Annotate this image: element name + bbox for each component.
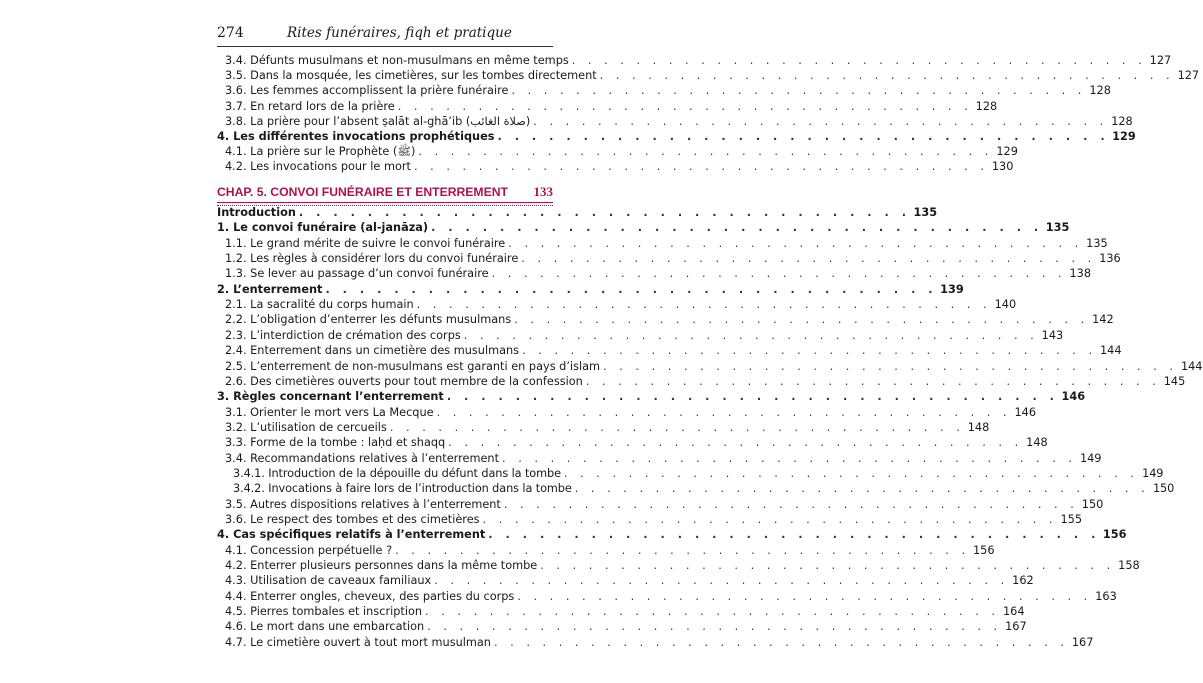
- toc-entry-page: 143: [1041, 328, 1064, 342]
- toc-entry: [225, 513, 1083, 527]
- toc-entry-page: 129: [1112, 130, 1136, 143]
- toc-entry: [225, 328, 1064, 343]
- toc-entry-label: 3.4.1. Introduction de la dépouille du défunt dans la tombe: [233, 466, 561, 480]
- page-number: 274: [217, 25, 244, 41]
- toc-entry-label: 2.1. La sacralité du corps humain: [225, 298, 414, 312]
- toc-entry-label: 4.1. La prière sur le Prophète (ﷺ): [225, 145, 416, 159]
- toc-entry-page: 148: [967, 420, 990, 434]
- toc-entry: [233, 466, 1164, 481]
- toc-entry-page: 146: [1014, 405, 1037, 419]
- toc-entry-label: 3.4. Défunts musulmans et non-musulmans en même temps: [225, 54, 569, 67]
- toc-entry-label: 2.4. Enterrement dans un cimetière des musulmans: [225, 344, 520, 358]
- toc-entry: [225, 359, 1203, 374]
- toc-entry: [225, 298, 1017, 312]
- toc-entry-page: 144: [1099, 344, 1122, 358]
- toc-entry: [225, 497, 1104, 512]
- toc-entry-page: 136: [1099, 252, 1121, 266]
- toc-entry: [225, 605, 1025, 619]
- toc-entry-label: 3. Règles concernant l’enterrement: [217, 390, 444, 404]
- toc-leader-dots: . . . . . . . . . . . . . . . . . . . . . . . . . . . . . . . . . . . .: [493, 635, 1069, 649]
- toc-entry-page: 148: [1026, 436, 1048, 450]
- toc-entry-label: 3.8. La prière pour l’absent ṣalāt al-ghā’ib (صلاة الغائب): [225, 114, 531, 128]
- toc-entry-page: 139: [940, 282, 964, 296]
- toc-entry-page: 167: [1005, 620, 1027, 634]
- toc-entry-page: 162: [1012, 574, 1034, 588]
- toc-section: [217, 528, 1127, 542]
- toc-entry: [225, 236, 1108, 251]
- toc-entry-page: 158: [1118, 559, 1140, 573]
- toc-leader-dots: . . . . . . . . . . . . . . . . . . . . . . . . . . . . . . . . . . . .: [488, 528, 1100, 542]
- chapter-page: 133: [533, 184, 553, 199]
- toc-entry-page: 156: [1102, 528, 1127, 542]
- toc-entry-page: 149: [1079, 451, 1102, 465]
- toc-entry: [233, 482, 1175, 496]
- toc-entry-page: 145: [1163, 374, 1186, 388]
- toc-entry-page: 150: [1152, 482, 1175, 496]
- toc-entry: [225, 436, 1048, 450]
- toc-entry-label: 3.6. Le respect des tombes et des cimetières: [225, 513, 480, 526]
- toc-entry: [225, 267, 1092, 281]
- toc-entry-label: 4.6. Le mort dans une embarcation: [225, 620, 425, 634]
- toc-entry-page: 156: [973, 543, 995, 557]
- toc-entry-label: 4.4. Enterrer ongles, cheveux, des parties du corps: [225, 589, 515, 603]
- toc-entry-page: 135: [1045, 221, 1070, 235]
- toc-entry-label: 3.5. Autres dispositions relatives à l’enterrement: [225, 497, 501, 511]
- toc-entry-page: 135: [913, 206, 938, 219]
- toc-section: [217, 282, 964, 297]
- toc-entry-label: 3.3. Forme de la tombe : laḥd et shaqq: [225, 436, 446, 450]
- toc-leader-dots: . . . . . . . . . . . . . . . . . . . . . . . . . . . . . . . . . . . .: [571, 54, 1147, 67]
- toc-entry: [225, 313, 1114, 327]
- toc-leader-dots: . . . . . . . . . . . . . . . . . . . . . . . . . . . . . . . . . . . .: [599, 69, 1175, 83]
- toc-entry: [225, 559, 1140, 573]
- toc-entry-label: 4. Cas spécifiques relatifs à l’enterrement: [217, 528, 486, 542]
- toc-entry: [225, 543, 995, 558]
- toc-leader-dots: . . . . . . . . . . . . . . . . . . . . . . . . . . . . . . . . . . . .: [533, 114, 1108, 128]
- toc-leader-dots: . . . . . . . . . . . . . . . . . . . . . . . . . . . . . . . . . . . .: [425, 605, 1000, 619]
- toc-leader-dots: . . . . . . . . . . . . . . . . . . . . . . . . . . . . . . . . . . . .: [491, 267, 1067, 281]
- toc-entry-page: 167: [1071, 635, 1094, 649]
- toc-leader-dots: . . . . . . . . . . . . . . . . . . . . . . . . . . . . . . . . . . . .: [563, 466, 1139, 480]
- toc-entry-page: 155: [1060, 513, 1083, 526]
- toc-leader-dots: . . . . . . . . . . . . . . . . . . . . . . . . . . . . . . . . . . . .: [434, 574, 1009, 588]
- toc-entry-label: 4. Les différentes invocations prophétiques: [217, 130, 495, 143]
- toc-entry: [225, 451, 1102, 466]
- toc-leader-dots: . . . . . . . . . . . . . . . . . . . . . . . . . . . . . . . . . . . .: [514, 313, 1089, 327]
- toc-entry-label: 3.4. Recommandations relatives à l’enterrement: [225, 451, 500, 465]
- toc-leader-dots: . . . . . . . . . . . . . . . . . . . . . . . . . . . . . . . . . . . .: [585, 374, 1161, 388]
- toc-leader-dots: . . . . . . . . . . . . . . . . . . . . . . . . . . . . . . . . . . . .: [522, 344, 1097, 358]
- toc-entry-label: 1.1. Le grand mérite de suivre le convoi funéraire: [225, 236, 506, 250]
- toc-section: [217, 206, 938, 220]
- toc-entry: [225, 620, 1027, 634]
- toc-entry-label: 1.3. Se lever au passage d’un convoi funéraire: [225, 267, 489, 281]
- toc-entry-page: 163: [1095, 589, 1117, 603]
- toc-leader-dots: . . . . . . . . . . . . . . . . . . . . . . . . . . . . . . . . . . . .: [497, 130, 1110, 143]
- toc-section: [217, 221, 1070, 235]
- toc-entry: [225, 635, 1094, 650]
- toc-entry-page: 127: [1149, 54, 1172, 67]
- toc-leader-dots: . . . . . . . . . . . . . . . . . . . . . . . . . . . . . . . . . . . .: [397, 99, 973, 113]
- toc-leader-dots: . . . . . . . . . . . . . . . . . . . . . . . . . . . . . . . . . . . .: [427, 620, 1002, 634]
- toc-entry-page: 135: [1086, 236, 1108, 250]
- toc-entry-label: 3.5. Dans la mosquée, les cimetières, sur les tombes directement: [225, 69, 597, 83]
- toc-entry: [225, 420, 990, 435]
- toc-entry-label: 4.2. Les invocations pour le mort: [225, 160, 411, 174]
- toc-leader-dots: . . . . . . . . . . . . . . . . . . . . . . . . . . . . . . . . . . . .: [395, 543, 970, 557]
- toc-leader-dots: . . . . . . . . . . . . . . . . . . . . . . . . . . . . . . . . . . . .: [603, 359, 1178, 373]
- toc-leader-dots: . . . . . . . . . . . . . . . . . . . . . . . . . . . . . . . . . . . .: [448, 436, 1023, 450]
- toc-entry-label: 2.2. L’obligation d’enterrer les défunts musulmans: [225, 313, 512, 327]
- toc-leader-dots: . . . . . . . . . . . . . . . . . . . . . . . . . . . . . . . . . . . .: [431, 221, 1043, 235]
- toc-entry-page: 128: [1111, 114, 1133, 128]
- toc-entry-label: 4.2. Enterrer plusieurs personnes dans la même tombe: [225, 559, 538, 573]
- toc-entry-page: 150: [1081, 497, 1104, 511]
- toc-entry-page: 127: [1177, 69, 1200, 83]
- toc-section: [217, 390, 1086, 404]
- toc-leader-dots: . . . . . . . . . . . . . . . . . . . . . . . . . . . . . . . . . . . .: [463, 328, 1039, 342]
- toc-leader-dots: . . . . . . . . . . . . . . . . . . . . . . . . . . . . . . . . . . . .: [511, 84, 1086, 98]
- toc-leader-dots: . . . . . . . . . . . . . . . . . . . . . . . . . . . . . . . . . . . .: [446, 390, 1059, 404]
- toc-entry-page: 128: [1089, 84, 1111, 98]
- toc-entry: [225, 574, 1034, 588]
- toc-leader-dots: . . . . . . . . . . . . . . . . . . . . . . . . . . . . . . . . . . . .: [416, 298, 992, 312]
- toc-entry-label: 3.4.2. Invocations à faire lors de l’introduction dans la tombe: [233, 482, 572, 496]
- toc-leader-dots: . . . . . . . . . . . . . . . . . . . . . . . . . . . . . . . . . . . .: [508, 236, 1083, 250]
- toc-entry: [225, 405, 1037, 420]
- toc-entry-label: 1. Le convoi funéraire (al-janāza): [217, 221, 429, 235]
- toc-leader-dots: . . . . . . . . . . . . . . . . . . . . . . . . . . . . . . . . . . . .: [574, 482, 1150, 496]
- toc-entry-label: 3.2. L’utilisation de cercueils: [225, 420, 387, 434]
- toc-entry-label: 1.2. Les règles à considérer lors du convoi funéraire: [225, 252, 519, 266]
- toc-entry-page: 138: [1069, 267, 1092, 281]
- toc-entry: [225, 589, 1117, 604]
- toc-leader-dots: . . . . . . . . . . . . . . . . . . . . . . . . . . . . . . . . . . . .: [521, 252, 1096, 266]
- toc-leader-dots: . . . . . . . . . . . . . . . . . . . . . . . . . . . . . . . . . . . .: [436, 405, 1012, 419]
- running-title: Rites funéraires, fiqh et pratique: [287, 25, 512, 41]
- chapter-title: CHAP. 5. CONVOI FUNÉRAIRE ET ENTERREMENT: [217, 185, 508, 199]
- toc-entry: [225, 344, 1122, 358]
- toc-entry-page: 129: [996, 145, 1018, 159]
- toc-leader-dots: . . . . . . . . . . . . . . . . . . . . . . . . . . . . . . . . . . . .: [482, 513, 1058, 526]
- toc-entry-label: 2.6. Des cimetières ouverts pour tout membre de la confession: [225, 374, 583, 388]
- toc-entry-page: 140: [994, 298, 1017, 312]
- toc-leader-dots: . . . . . . . . . . . . . . . . . . . . . . . . . . . . . . . . . . . .: [325, 282, 938, 296]
- toc-entry-label: 2.3. L’interdiction de crémation des corps: [225, 328, 461, 342]
- toc-leader-dots: . . . . . . . . . . . . . . . . . . . . . . . . . . . . . . . . . . . .: [540, 559, 1115, 573]
- toc-leader-dots: . . . . . . . . . . . . . . . . . . . . . . . . . . . . . . . . . . . .: [503, 497, 1079, 511]
- toc-entry-label: 3.6. Les femmes accomplissent la prière funéraire: [225, 84, 509, 98]
- toc-entry: [225, 252, 1121, 266]
- toc-entry-label: 4.5. Pierres tombales et inscription: [225, 605, 423, 619]
- toc-leader-dots: . . . . . . . . . . . . . . . . . . . . . . . . . . . . . . . . . . . .: [517, 589, 1092, 603]
- toc-entry-page: 142: [1092, 313, 1114, 327]
- toc-leader-dots: . . . . . . . . . . . . . . . . . . . . . . . . . . . . . . . . . . . .: [418, 145, 993, 159]
- toc-entry-page: 149: [1142, 466, 1164, 480]
- toc-entry-page: 128: [975, 99, 998, 113]
- toc-entry-label: 4.7. Le cimetière ouvert à tout mort musulman: [225, 635, 491, 649]
- toc-entry-label: Introduction: [217, 206, 296, 219]
- toc-leader-dots: . . . . . . . . . . . . . . . . . . . . . . . . . . . . . . . . . . . .: [298, 206, 911, 219]
- toc-entry-page: 130: [991, 160, 1014, 174]
- toc-entry-label: 3.7. En retard lors de la prière: [225, 99, 395, 113]
- toc-entry-label: 2. L’enterrement: [217, 282, 323, 296]
- toc-leader-dots: . . . . . . . . . . . . . . . . . . . . . . . . . . . . . . . . . . . .: [413, 160, 989, 174]
- toc-entry-label: 3.1. Orienter le mort vers La Mecque: [225, 405, 434, 419]
- toc-entry-label: 4.3. Utilisation de caveaux familiaux: [225, 574, 432, 588]
- toc-entry-page: 144: [1180, 359, 1203, 373]
- toc-entry-label: 4.1. Concession perpétuelle ?: [225, 543, 393, 557]
- toc-entry: [225, 374, 1186, 389]
- toc-entry-page: 146: [1061, 390, 1086, 404]
- toc-leader-dots: . . . . . . . . . . . . . . . . . . . . . . . . . . . . . . . . . . . .: [389, 420, 965, 434]
- toc-leader-dots: . . . . . . . . . . . . . . . . . . . . . . . . . . . . . . . . . . . .: [502, 451, 1077, 465]
- toc-entry-page: 164: [1002, 605, 1025, 619]
- toc-entry-label: 2.5. L’enterrement de non-musulmans est garanti en pays d’islam: [225, 359, 601, 373]
